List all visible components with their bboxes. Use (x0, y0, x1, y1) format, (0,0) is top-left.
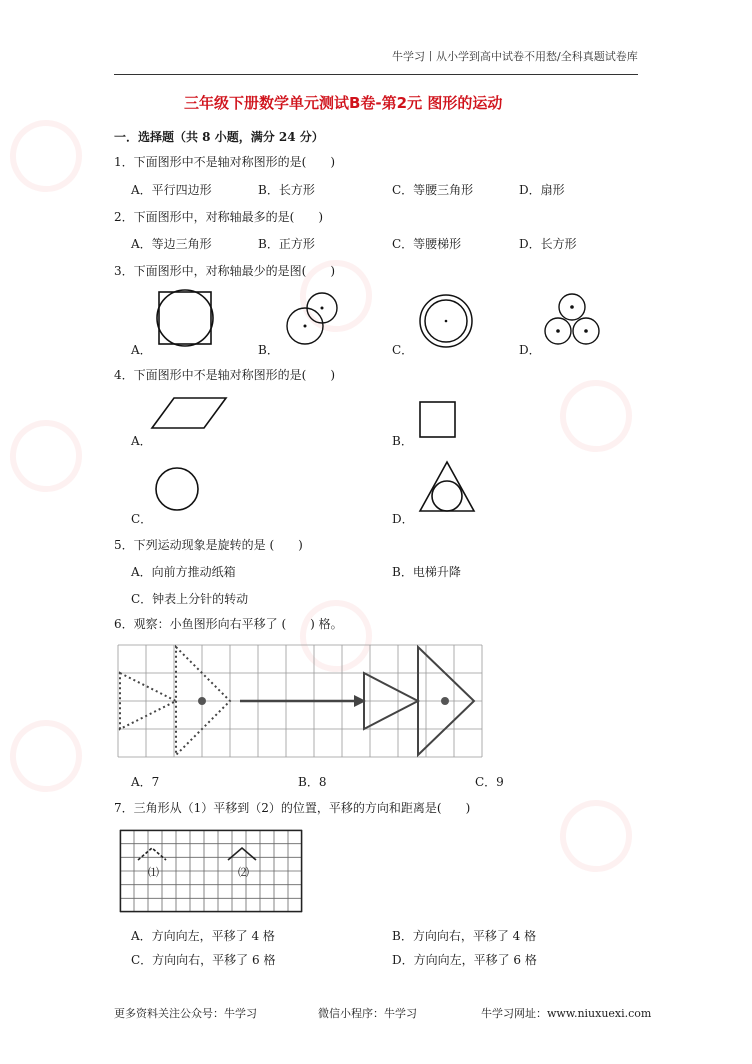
question-stem: 5．下列运动现象是旋转的是 ( ) (114, 538, 303, 552)
option-a[interactable]: A．方向向左，平移了 4 格 (131, 929, 275, 943)
triangle-translation-grid (120, 830, 302, 912)
option-b[interactable]: B． (258, 343, 279, 357)
question-stem: 3．下面图形中，对称轴最少的是图( ) (114, 264, 335, 278)
option-d[interactable]: D． (519, 343, 541, 357)
watermark-logo (0, 106, 96, 206)
option-c[interactable]: C．等腰三角形 (392, 183, 474, 197)
option-b[interactable]: B．8 (298, 775, 327, 789)
option-b[interactable]: B．长方形 (258, 183, 315, 197)
option-a[interactable]: A． (131, 434, 152, 448)
option-c[interactable]: C．钟表上分针的转动 (131, 592, 249, 606)
watermark-logo (0, 706, 96, 806)
option-d[interactable]: D．长方形 (519, 237, 577, 251)
question-stem: 1．下面图形中不是轴对称图形的是( ) (114, 155, 335, 169)
option-d[interactable]: D． (392, 512, 414, 526)
option-c[interactable]: C．方向向右，平移了 6 格 (131, 953, 276, 967)
figure-label-1: ⑴ (148, 866, 159, 879)
header-text: 牛学习丨从小学到高中试卷不用愁/全科真题试卷库 (392, 50, 638, 63)
option-b[interactable]: B． (392, 434, 413, 448)
option-d[interactable]: D．扇形 (519, 183, 565, 197)
question-stem: 6．观察：小鱼图形向右平移了 ( ) 格。 (114, 617, 343, 631)
figure-square-inscribed-circle (155, 288, 215, 348)
option-a[interactable]: A． (131, 343, 152, 357)
footer-middle: 微信小程序：牛学习 (318, 1007, 417, 1020)
page-title: 三年级下册数学单元测试B卷-第2元 图形的运动 (184, 94, 503, 112)
header-divider (114, 74, 638, 75)
option-b[interactable]: B．方向向右，平移了 4 格 (392, 929, 537, 943)
option-a[interactable]: A．向前方推动纸箱 (131, 565, 236, 579)
option-c[interactable]: C． (131, 512, 153, 526)
figure-concentric-circles (418, 293, 474, 349)
option-b[interactable]: B．电梯升降 (392, 565, 461, 579)
option-c[interactable]: C．9 (475, 775, 504, 789)
section-heading: 一．选择题（共 8 小题，满分 24 分） (114, 130, 324, 144)
watermark-logo (0, 406, 96, 506)
option-a[interactable]: A．平行四边形 (131, 183, 212, 197)
question-stem: 4．下面图形中不是轴对称图形的是( ) (114, 368, 335, 382)
question-stem: 7．三角形从（1）平移到（2）的位置，平移的方向和距离是( ) (114, 801, 471, 815)
figure-triangle-inscribed-circle (418, 460, 476, 514)
option-c[interactable]: C．等腰梯形 (392, 237, 462, 251)
option-d[interactable]: D．方向向左，平移了 6 格 (392, 953, 537, 967)
figure-two-circles (285, 290, 345, 350)
option-a[interactable]: A．7 (131, 775, 160, 789)
figure-parallelogram (150, 396, 230, 432)
footer-right[interactable]: 牛学习网址：www.niuxuexi.com (481, 1007, 652, 1020)
fish-translation-grid (118, 645, 488, 757)
watermark-logo (546, 786, 646, 886)
footer-left: 更多资料关注公众号：牛学习 (114, 1007, 257, 1020)
watermark-logo (546, 366, 646, 466)
question-stem: 2．下面图形中，对称轴最多的是( ) (114, 210, 323, 224)
figure-circle (154, 466, 200, 512)
figure-label-2: ⑵ (238, 866, 249, 879)
figure-three-circles (540, 292, 604, 350)
option-b[interactable]: B．正方形 (258, 237, 315, 251)
figure-square (418, 400, 458, 440)
option-c[interactable]: C． (392, 343, 414, 357)
option-a[interactable]: A．等边三角形 (131, 237, 212, 251)
